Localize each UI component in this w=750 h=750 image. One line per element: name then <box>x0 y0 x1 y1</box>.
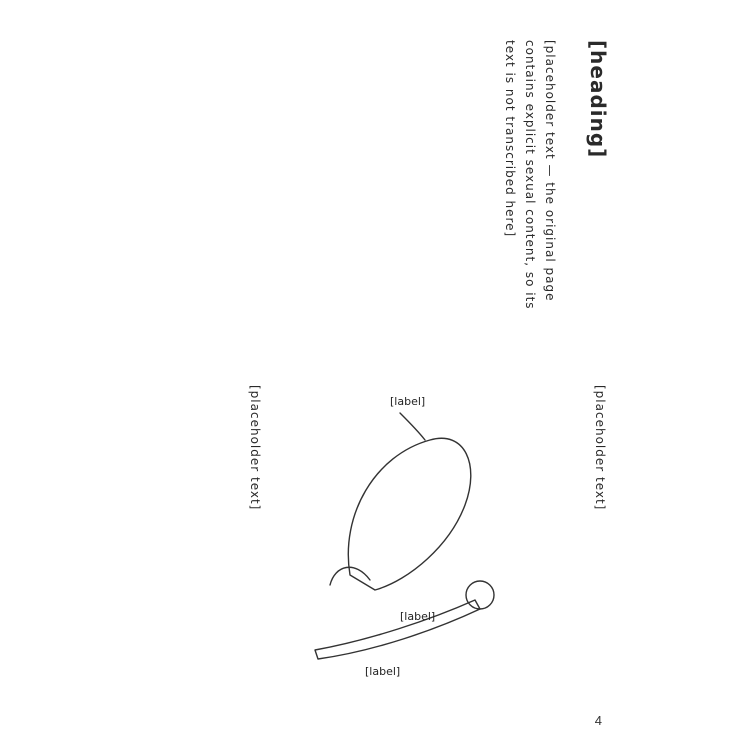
illustration-drawing <box>280 395 520 695</box>
drawn-line <box>400 413 425 440</box>
page-number: 4 <box>594 713 602 728</box>
illustration-label-3: [label] <box>365 665 401 678</box>
drawn-object-c <box>466 581 494 609</box>
illustration <box>280 395 520 695</box>
body-text-top: [placeholder text — the original page contains explicit sexual content, so its text is not transcribed here] <box>503 40 557 315</box>
drawn-object-a <box>348 438 470 590</box>
drawn-object-a-detail <box>330 567 370 585</box>
body-text-middle: [placeholder text] <box>248 385 262 511</box>
body-text-right: [placeholder text] <box>593 385 607 511</box>
article-heading: [heading] <box>586 40 610 159</box>
drawn-object-b <box>315 600 480 659</box>
illustration-label-1: [label] <box>390 395 426 408</box>
illustration-label-2: [label] <box>400 610 436 623</box>
